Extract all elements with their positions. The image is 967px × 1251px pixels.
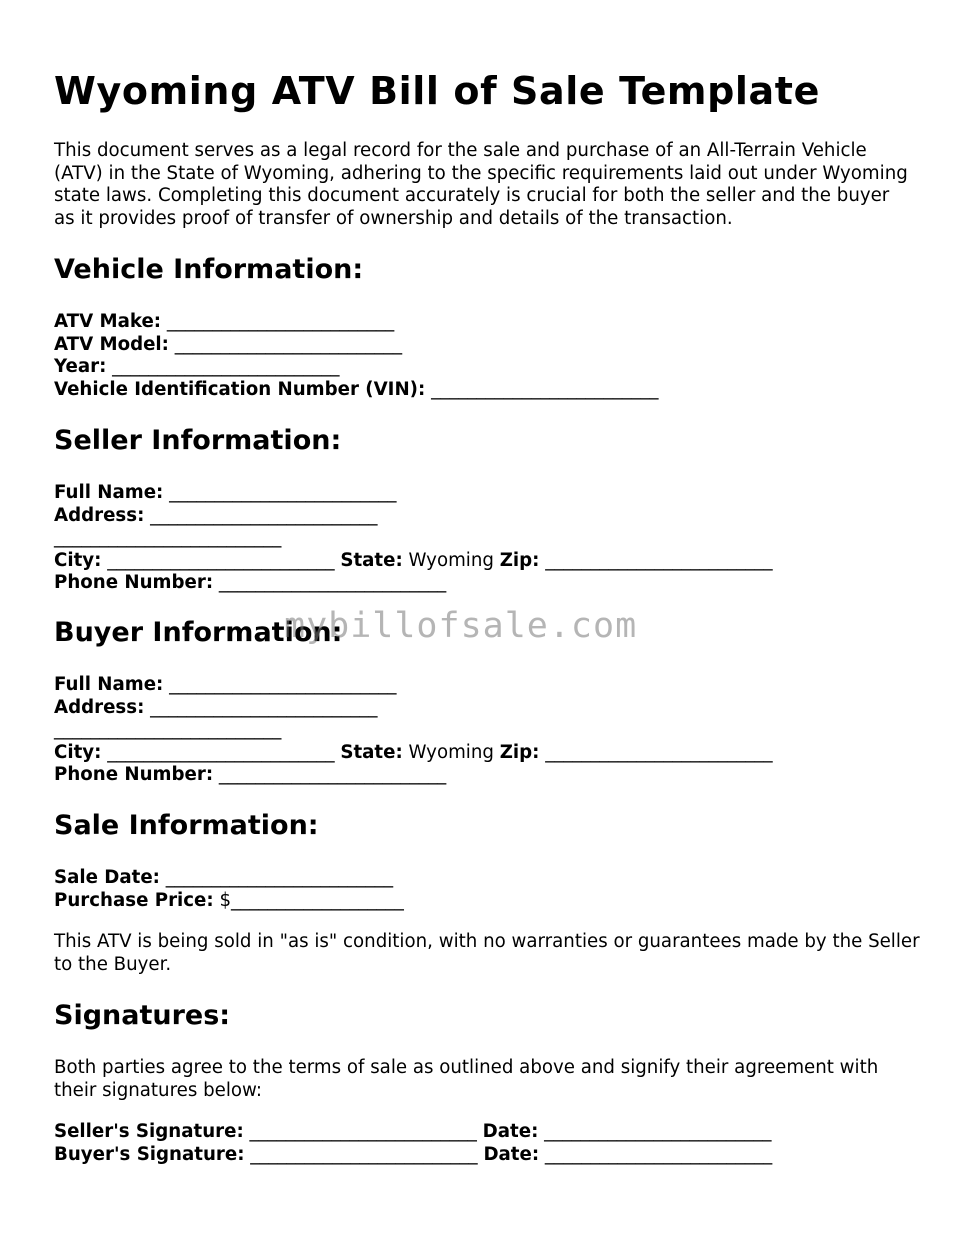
seller-city-row bbox=[54, 550, 773, 573]
seller-address-field[interactable]: _________________________ bbox=[150, 504, 378, 526]
seller-date-field[interactable]: _________________________ bbox=[544, 1121, 772, 1142]
atv-make-field[interactable]: _________________________ bbox=[166, 311, 395, 332]
buyer-address-row bbox=[54, 697, 773, 720]
buyer-address-label: Address: bbox=[54, 696, 145, 718]
atv-model-label: ATV Model: bbox=[54, 333, 169, 355]
seller-zip-field[interactable]: _________________________ bbox=[545, 549, 773, 571]
seller-name-field[interactable]: _________________________ bbox=[169, 482, 397, 503]
seller-city-field[interactable]: _________________________ bbox=[107, 549, 335, 571]
vin-field[interactable]: _________________________ bbox=[431, 378, 659, 400]
currency-symbol: $ bbox=[219, 889, 232, 911]
buyer-signature-label: Buyer's Signature: bbox=[54, 1143, 245, 1165]
signatures-heading: Signatures: bbox=[54, 1000, 231, 1031]
buyer-phone-label: Phone Number: bbox=[54, 764, 214, 785]
buyer-city-label: City: bbox=[54, 741, 102, 763]
seller-date-label: Date: bbox=[482, 1121, 539, 1142]
vin-row bbox=[54, 379, 658, 402]
document-title: Wyoming ATV Bill of Sale Template bbox=[54, 69, 820, 113]
sale-date-field[interactable]: _________________________ bbox=[165, 867, 394, 888]
buyer-name-row bbox=[54, 674, 773, 697]
year-field[interactable]: _________________________ bbox=[112, 356, 340, 377]
signature-fields bbox=[54, 1121, 772, 1166]
intro-paragraph: This document serves as a legal record for the sale and purchase of an All-Terrain Vehicle (ATV) in the State of Wyoming, adhering to the specific requirements laid out under Wyoming state laws. Completing this document accurately is crucial for both the seller and the buyer as it provides proof of transfer of ownership and details of the transaction. bbox=[54, 140, 908, 229]
buyer-signature-field[interactable]: _________________________ bbox=[250, 1143, 478, 1165]
atv-make-label: ATV Make: bbox=[54, 311, 162, 332]
sale-date-label: Sale Date: bbox=[54, 867, 160, 888]
condition-paragraph: This ATV is being sold in "as is" condition, with no warranties or guarantees made by the Seller to the Buyer. bbox=[54, 931, 920, 975]
buyer-signature-row bbox=[54, 1144, 772, 1167]
seller-signature-label: Seller's Signature: bbox=[54, 1121, 244, 1142]
buyer-name-label: Full Name: bbox=[54, 674, 164, 695]
sale-date-row bbox=[54, 867, 404, 890]
seller-phone-field[interactable]: _________________________ bbox=[218, 572, 447, 593]
buyer-phone-row bbox=[54, 764, 773, 787]
buyer-address-line2-row bbox=[54, 719, 773, 742]
buyer-heading: Buyer Information: bbox=[54, 617, 343, 648]
buyer-address-line2-field[interactable]: _________________________ bbox=[54, 719, 282, 740]
purchase-price-row bbox=[54, 890, 404, 913]
seller-address-line2-field[interactable]: _________________________ bbox=[54, 527, 282, 548]
purchase-price-field[interactable]: ___________________ bbox=[231, 889, 404, 911]
watermark: mybillofsale.com bbox=[284, 606, 638, 646]
seller-state-label: State: bbox=[340, 549, 403, 571]
buyer-city-row bbox=[54, 742, 773, 765]
seller-address-label: Address: bbox=[54, 504, 145, 526]
buyer-date-field[interactable]: _________________________ bbox=[544, 1143, 773, 1165]
buyer-fields bbox=[54, 674, 773, 787]
vin-label: Vehicle Identification Number (VIN): bbox=[54, 378, 426, 400]
buyer-state-value: Wyoming bbox=[408, 741, 494, 763]
seller-address-line2-row bbox=[54, 527, 773, 550]
year-row bbox=[54, 356, 658, 379]
seller-fields bbox=[54, 482, 773, 595]
seller-phone-label: Phone Number: bbox=[54, 572, 214, 593]
sale-heading: Sale Information: bbox=[54, 810, 319, 841]
seller-signature-field[interactable]: _________________________ bbox=[249, 1121, 477, 1142]
buyer-zip-label: Zip: bbox=[499, 741, 540, 763]
vehicle-fields bbox=[54, 311, 658, 401]
buyer-zip-field[interactable]: _________________________ bbox=[545, 741, 773, 763]
buyer-date-label: Date: bbox=[483, 1143, 540, 1165]
buyer-address-field[interactable]: _________________________ bbox=[150, 696, 378, 718]
year-label: Year: bbox=[54, 356, 107, 377]
atv-make-row bbox=[54, 311, 658, 334]
atv-model-field[interactable]: _________________________ bbox=[174, 333, 403, 355]
seller-phone-row bbox=[54, 572, 773, 595]
buyer-name-field[interactable]: _________________________ bbox=[169, 674, 397, 695]
vehicle-heading: Vehicle Information: bbox=[54, 254, 364, 285]
seller-name-row bbox=[54, 482, 773, 505]
purchase-price-label: Purchase Price: bbox=[54, 889, 214, 911]
seller-signature-row bbox=[54, 1121, 772, 1144]
buyer-state-label: State: bbox=[340, 741, 403, 763]
buyer-phone-field[interactable]: _________________________ bbox=[218, 764, 447, 785]
seller-zip-label: Zip: bbox=[499, 549, 540, 571]
seller-city-label: City: bbox=[54, 549, 102, 571]
seller-heading: Seller Information: bbox=[54, 425, 342, 456]
seller-state-value: Wyoming bbox=[408, 549, 494, 571]
agreement-paragraph: Both parties agree to the terms of sale as outlined above and signify their agreement with their signatures below: bbox=[54, 1057, 879, 1101]
buyer-city-field[interactable]: _________________________ bbox=[107, 741, 335, 763]
atv-model-row bbox=[54, 334, 658, 357]
sale-fields bbox=[54, 867, 404, 912]
seller-address-row bbox=[54, 505, 773, 528]
seller-name-label: Full Name: bbox=[54, 482, 164, 503]
